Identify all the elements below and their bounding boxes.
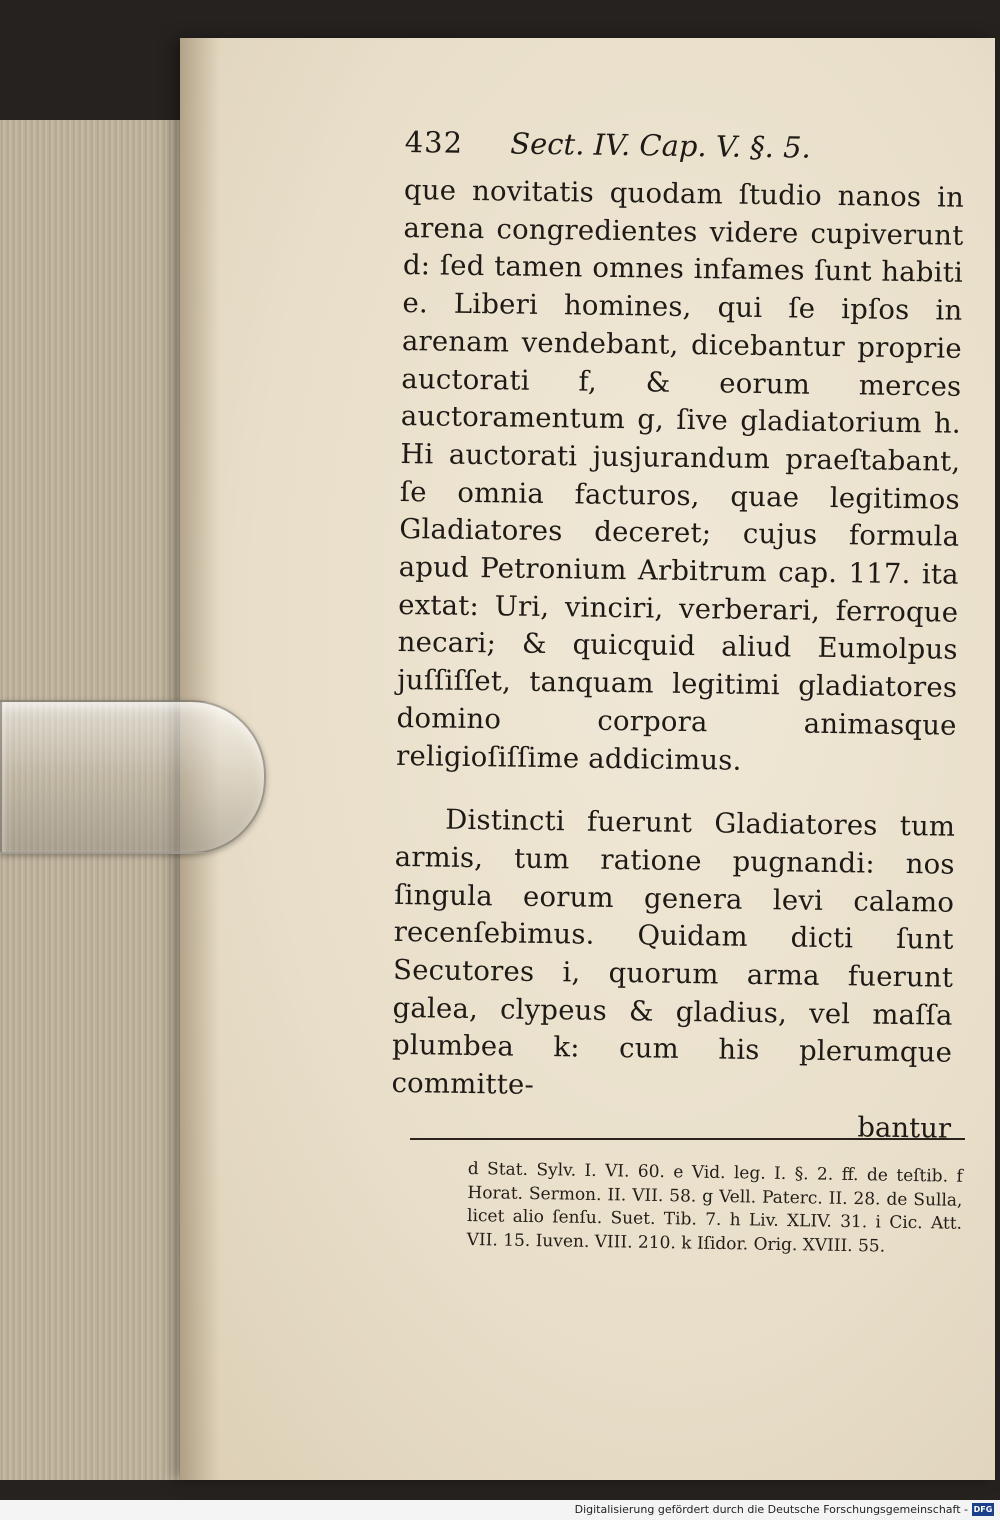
body-paragraph-2: Distincti fuerunt Gladiatores tum armis, tum ratione pugnandi: nos ſingula eorum genera levi calamo recenſebimus. Quidam dicti ſunt Secutores i, quorum arma fuerunt galea, clypeus & gladius, vel maſſa plumbea k: cum his plerumque committe-: [391, 803, 956, 1102]
page-content: [391, 122, 965, 1148]
credit-text: Digitalisierung gefördert durch die Deutsche Forschungsgemeinschaft -: [574, 1503, 968, 1516]
body-paragraph-1: que novitatis quodam ſtudio nanos in arena congredientes videre cupiverunt d: ſed tamen omnes infames ſunt habiti e. Liberi homines, qui ſe ipſos in arenam vendebant, dicebantur proprie auctorati f, & eorum merces auctoramentum g, ſive gladiatorium h. Hi auctorati jusjurandum praeſtabant, ſe omnia facturos, quae legitimos Gladiatores deceret; cujus formula apud Petronium Arbitrum cap. 117. ita extat: Uri, vinciri, verberari, ferroque necari; & quicquid aliud Eumolpus juſſiſſet, tanquam legitimi gladiatores domino corpora animasque religioſiſſime addicimus.: [395, 173, 965, 777]
footnote-rule: [410, 1138, 965, 1140]
catchword: bantur: [857, 1111, 952, 1145]
page-clip: [0, 700, 266, 854]
running-header: [404, 122, 965, 170]
running-title: Sect. IV. Cap. V. §. 5.: [510, 126, 812, 165]
page-number: 432: [404, 124, 464, 160]
dfg-logo-icon[interactable]: DFG: [973, 1505, 993, 1514]
footnotes: d Stat. Sylv. I. VI. 60. e Vid. leg. I. §. 2. ff. de teſtib. f Horat. Sermon. II. VII. 58. g Vell. Paterc. II. 28. de Sulla, licet alio ſenſu. Suet. Tib. 7. h Liv. XLIV. 31. i Cic. Att. VII. 15. Iuven. VIII. 210. k Iſidor. Orig. XVIII. 55.: [466, 1158, 963, 1257]
